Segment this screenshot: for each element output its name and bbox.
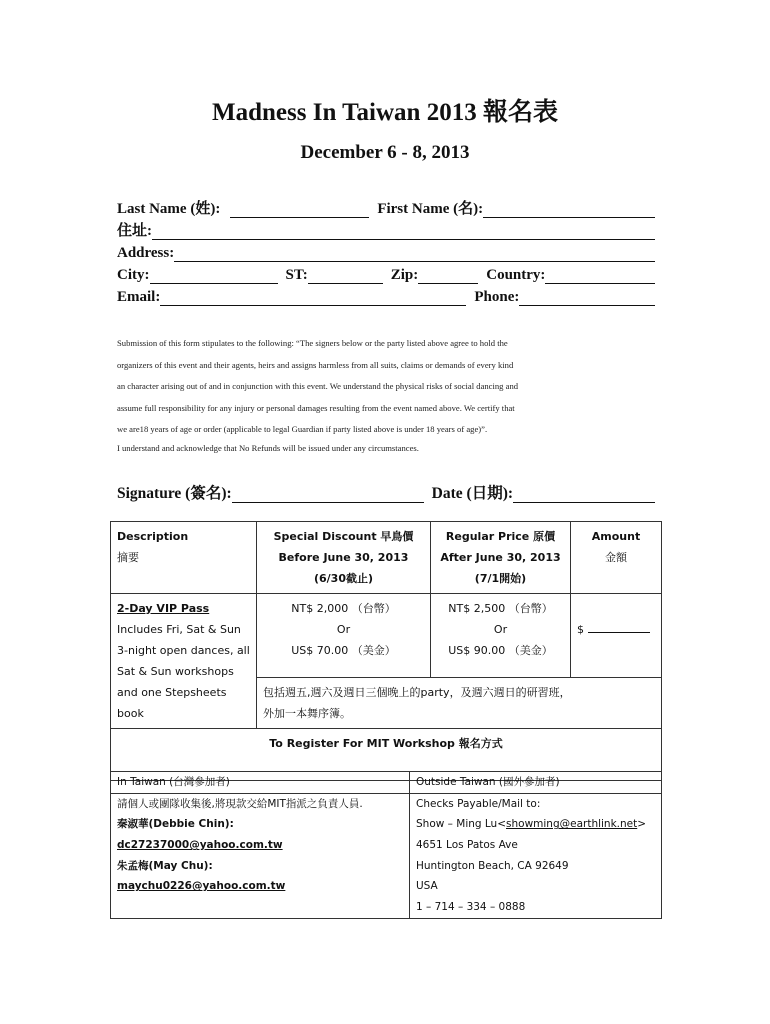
email-label: Email: [117,289,161,305]
contact-email-link[interactable]: maychu0226@yahoo.com.tw [117,880,286,893]
package-note-zh-1: 包括週五,週六及週日三個晚上的party，及週六週日的研習班， [263,686,571,699]
contact-email-link[interactable]: dc27237000@yahoo.com.tw [117,839,283,852]
email-field[interactable] [160,290,466,306]
country-field[interactable] [545,268,655,284]
package-note-cell [257,678,662,729]
outside-details [410,793,662,918]
special-date: Before June 30, 2013 [278,551,409,564]
event-dates: December 6 - 8, 2013 [300,142,470,163]
package-desc-line: 3-night open dances, all [117,644,250,657]
address-row [117,240,655,262]
address-zh-label: 住址: [117,223,152,239]
package-row [111,594,662,678]
package-description [111,594,257,729]
regular-price-cell [431,594,571,678]
regular-or: Or [493,623,508,636]
taiwan-header-cell [111,772,410,794]
city-row [117,262,655,284]
registration-body-row [111,793,662,918]
pricing-table [110,521,662,781]
phone-label: Phone: [474,289,520,305]
terms-line: an character arising out of and in conjunction with this event. We understand the physical risks of social dancing and [117,381,519,392]
outside-header-cell [410,772,662,794]
description-label: Description [117,530,189,543]
amount-prefix: $ [577,623,584,636]
country-label: Country: [486,267,546,283]
payee-line [416,814,655,835]
terms-line: assume full responsibility for any injury or personal damages resulting from the event named above. We certify that [117,402,515,413]
address-zh-row [117,218,655,240]
outside-header: Outside Taiwan (國外參加者) [416,776,560,788]
regular-date: After June 30, 2013 [440,551,561,564]
package-name: 2-Day VIP Pass [117,602,210,615]
special-cutoff: (6/30截止) [313,572,374,585]
amount-zh-label: 金額 [605,551,627,564]
form-title: Madness In Taiwan 2013 報名表 [212,99,558,126]
amount-cell [571,594,662,678]
first-name-label: First Name (名): [377,201,484,217]
registration-header-row [111,772,662,794]
regular-twd: NT$ 2,500 （台幣） [448,602,553,615]
signature-label: Signature (簽名): [117,485,232,502]
st-label: ST: [285,267,308,283]
amount-field[interactable] [588,620,650,633]
st-field[interactable] [308,268,383,284]
city-label: City: [117,267,150,283]
terms-paragraph [117,333,657,455]
checks-payable: Checks Payable/Mail to: [416,797,541,810]
taiwan-instructions: 請個人或團隊收集後,將現款交給MIT指派之負責人員. [117,797,363,810]
special-discount-header [257,522,431,594]
address-label: Address: [117,245,175,261]
package-desc-line: and one Stepsheets [117,686,227,699]
country-address: USA [416,880,438,893]
package-desc-line: book [117,707,144,720]
date-label: Date (日期): [431,485,514,502]
terms-line: organizers of this event and their agents, heirs and assigns harmless from all suits, claims or demands of every kind [117,359,514,370]
last-name-field[interactable] [230,202,369,218]
regular-title: Regular Price 原價 [445,530,556,543]
pricing-header-row [111,522,662,594]
description-header [111,522,257,594]
signature-row [117,481,655,503]
special-price-cell [257,594,431,678]
regular-usd: US$ 90.00 （美金） [448,644,553,657]
regular-start: (7/1開始) [474,572,527,585]
payee-phone: 1 – 714 – 334 – 0888 [416,901,526,914]
phone-field[interactable] [519,290,655,306]
address-zh-field[interactable] [152,224,655,240]
last-name-label: Last Name (姓): [117,201,221,217]
special-usd: US$ 70.00 （美金） [291,644,396,657]
terms-line: Submission of this form stipulates to the following: “The signers below or the party listed above agree to hold the [117,338,508,348]
city-field[interactable] [150,268,278,284]
special-title: Special Discount 早鳥價 [273,530,414,543]
payee-bracket: > [637,818,647,831]
taiwan-details [111,793,410,918]
payee-email-link[interactable]: showming@earthlink.net [506,818,638,831]
register-heading: To Register For MIT Workshop 報名方式 [269,737,503,750]
date-field[interactable] [513,487,655,503]
registration-table [110,771,662,919]
regular-price-header [431,522,571,594]
address-field[interactable] [174,246,655,262]
contact-name: 秦淑華(Debbie Chin): [117,818,234,831]
description-zh-label: 摘要 [117,551,139,564]
terms-line: I understand and acknowledge that No Refunds will be issued under any circumstances. [117,442,419,453]
terms-line: we are18 years of age or order (applicable to legal Guardian if party listed above is under 18 years of age)”. [117,424,488,435]
special-or: Or [336,623,351,636]
amount-header [571,522,662,594]
first-name-field[interactable] [483,202,655,218]
package-desc-line: Includes Fri, Sat & Sun [117,623,241,636]
signature-field[interactable] [232,487,424,503]
taiwan-header: In Taiwan (台灣參加者) [117,776,230,788]
street-address: 4651 Los Patos Ave [416,839,518,852]
contact-name: 朱孟梅(May Chu): [117,859,213,872]
email-row [117,284,655,306]
zip-label: Zip: [390,267,419,283]
zip-field[interactable] [418,268,478,284]
package-note-zh-2: 外加一本舞序簿。 [263,707,351,720]
package-desc-line: Sat & Sun workshops [117,665,234,678]
amount-label: Amount [591,530,641,543]
city-address: Huntington Beach, CA 92649 [416,859,569,872]
payee-name: Show – Ming Lu< [416,818,507,831]
special-twd: NT$ 2,000 （台幣） [291,602,396,615]
name-row [117,196,655,218]
